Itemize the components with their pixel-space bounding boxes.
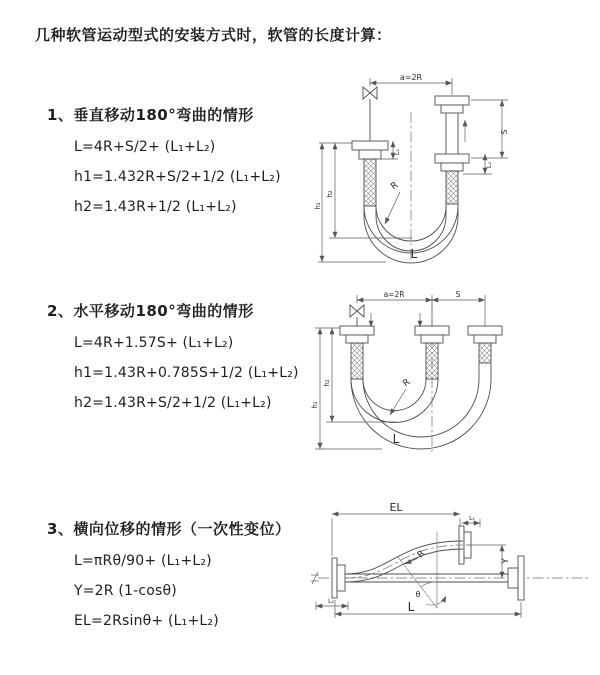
radius-label: R <box>401 377 413 390</box>
valve-icon <box>363 87 377 141</box>
dim-label-el: EL <box>389 501 403 514</box>
middle-fitting-flange <box>415 326 449 379</box>
section-lateral-displacement <box>47 518 290 629</box>
braided-hose-section <box>479 343 491 363</box>
dimension-a-2r <box>370 73 452 95</box>
braided-hose-section <box>426 343 438 379</box>
dim-label-a2r: a=2R <box>383 290 405 299</box>
braided-hose-section <box>446 171 458 204</box>
section-3-heading: 3、横向位移的情形（一次性变位） <box>47 520 291 538</box>
dim-label-s: S <box>455 290 461 299</box>
braided-hose-section <box>364 159 376 206</box>
left-flange <box>332 558 345 598</box>
diagram-horizontal-180-bend <box>312 283 597 463</box>
dim-label-s: S <box>500 129 509 135</box>
dim-label-l1: L₁ <box>393 148 401 156</box>
dim-label-h2: h₂ <box>323 379 331 387</box>
radius-callout <box>385 180 400 224</box>
formula-length: L=4R+1.57S+ (L₁+L₂) <box>74 335 234 351</box>
dim-label-h1: h₁ <box>314 202 322 210</box>
formula-length: L=4R+S/2+ (L₁+L₂) <box>74 139 216 155</box>
formula-h2: h2=1.43R+S/2+1/2 (L₁+L₂) <box>74 395 272 411</box>
dimension-l2 <box>316 598 348 610</box>
hose-u-curves <box>351 363 491 449</box>
dim-label-a2r: a=2R <box>399 73 423 82</box>
length-label: L <box>407 600 415 614</box>
diagram-lateral-displacement <box>296 498 596 633</box>
dimension-s <box>432 290 485 326</box>
dim-label-l1: L₁ <box>469 515 475 522</box>
dim-label-y: Y <box>501 558 511 564</box>
dim-label-l2: L₂ <box>328 598 334 605</box>
diagram-vertical-180-bend <box>316 66 588 266</box>
right-fitting-flanges <box>435 96 469 204</box>
section-1-heading: 1、垂直移动180°弯曲的情形 <box>47 106 254 124</box>
dimension-el <box>332 501 460 556</box>
hose-displaced-s-curve <box>345 541 463 582</box>
dimension-a-2r <box>357 290 432 326</box>
radius-label: R <box>415 548 428 561</box>
valve-icon <box>350 305 364 326</box>
dimension-y <box>466 545 511 578</box>
dim-label-h1: h₁ <box>311 401 319 409</box>
angle-label: θ <box>415 590 421 599</box>
formula-h1: h1=1.43R+0.785S+1/2 (L₁+L₂) <box>74 365 299 381</box>
formula-y: Y=2R (1-cosθ) <box>74 583 177 599</box>
length-label: L <box>392 432 400 446</box>
formula-h1: h1=1.432R+S/2+1/2 (L₁+L₂) <box>74 169 281 185</box>
dimension-l1 <box>462 515 480 527</box>
length-label: L <box>410 247 418 261</box>
left-fitting-flange <box>352 141 388 206</box>
formula-el: EL=2Rsinθ+ (L₁+L₂) <box>74 613 219 629</box>
dim-label-l2: L₂ <box>485 161 493 169</box>
radius-label: R <box>389 180 401 193</box>
dimension-h1 <box>311 328 382 449</box>
formula-length: L=πRθ/90+ (L₁+L₂) <box>74 553 212 569</box>
section-horizontal-movement <box>47 300 299 411</box>
dim-label-h2: h₂ <box>326 190 334 198</box>
page-title: 几种软管运动型式的安装方式时，软管的长度计算： <box>35 26 392 44</box>
formula-h2: h2=1.43R+1/2 (L₁+L₂) <box>74 199 237 215</box>
left-fitting-flange <box>340 326 374 379</box>
break-mark <box>311 572 319 584</box>
dimension-l <box>335 600 521 618</box>
right-fitting-flange-displaced <box>468 326 502 363</box>
section-vertical-movement <box>47 104 281 215</box>
braided-hose-section <box>351 343 363 379</box>
angle-construction <box>398 532 446 608</box>
section-2-heading: 2、水平移动180°弯曲的情形 <box>47 302 254 320</box>
radius-callout <box>390 377 412 415</box>
dimension-s <box>471 100 509 158</box>
